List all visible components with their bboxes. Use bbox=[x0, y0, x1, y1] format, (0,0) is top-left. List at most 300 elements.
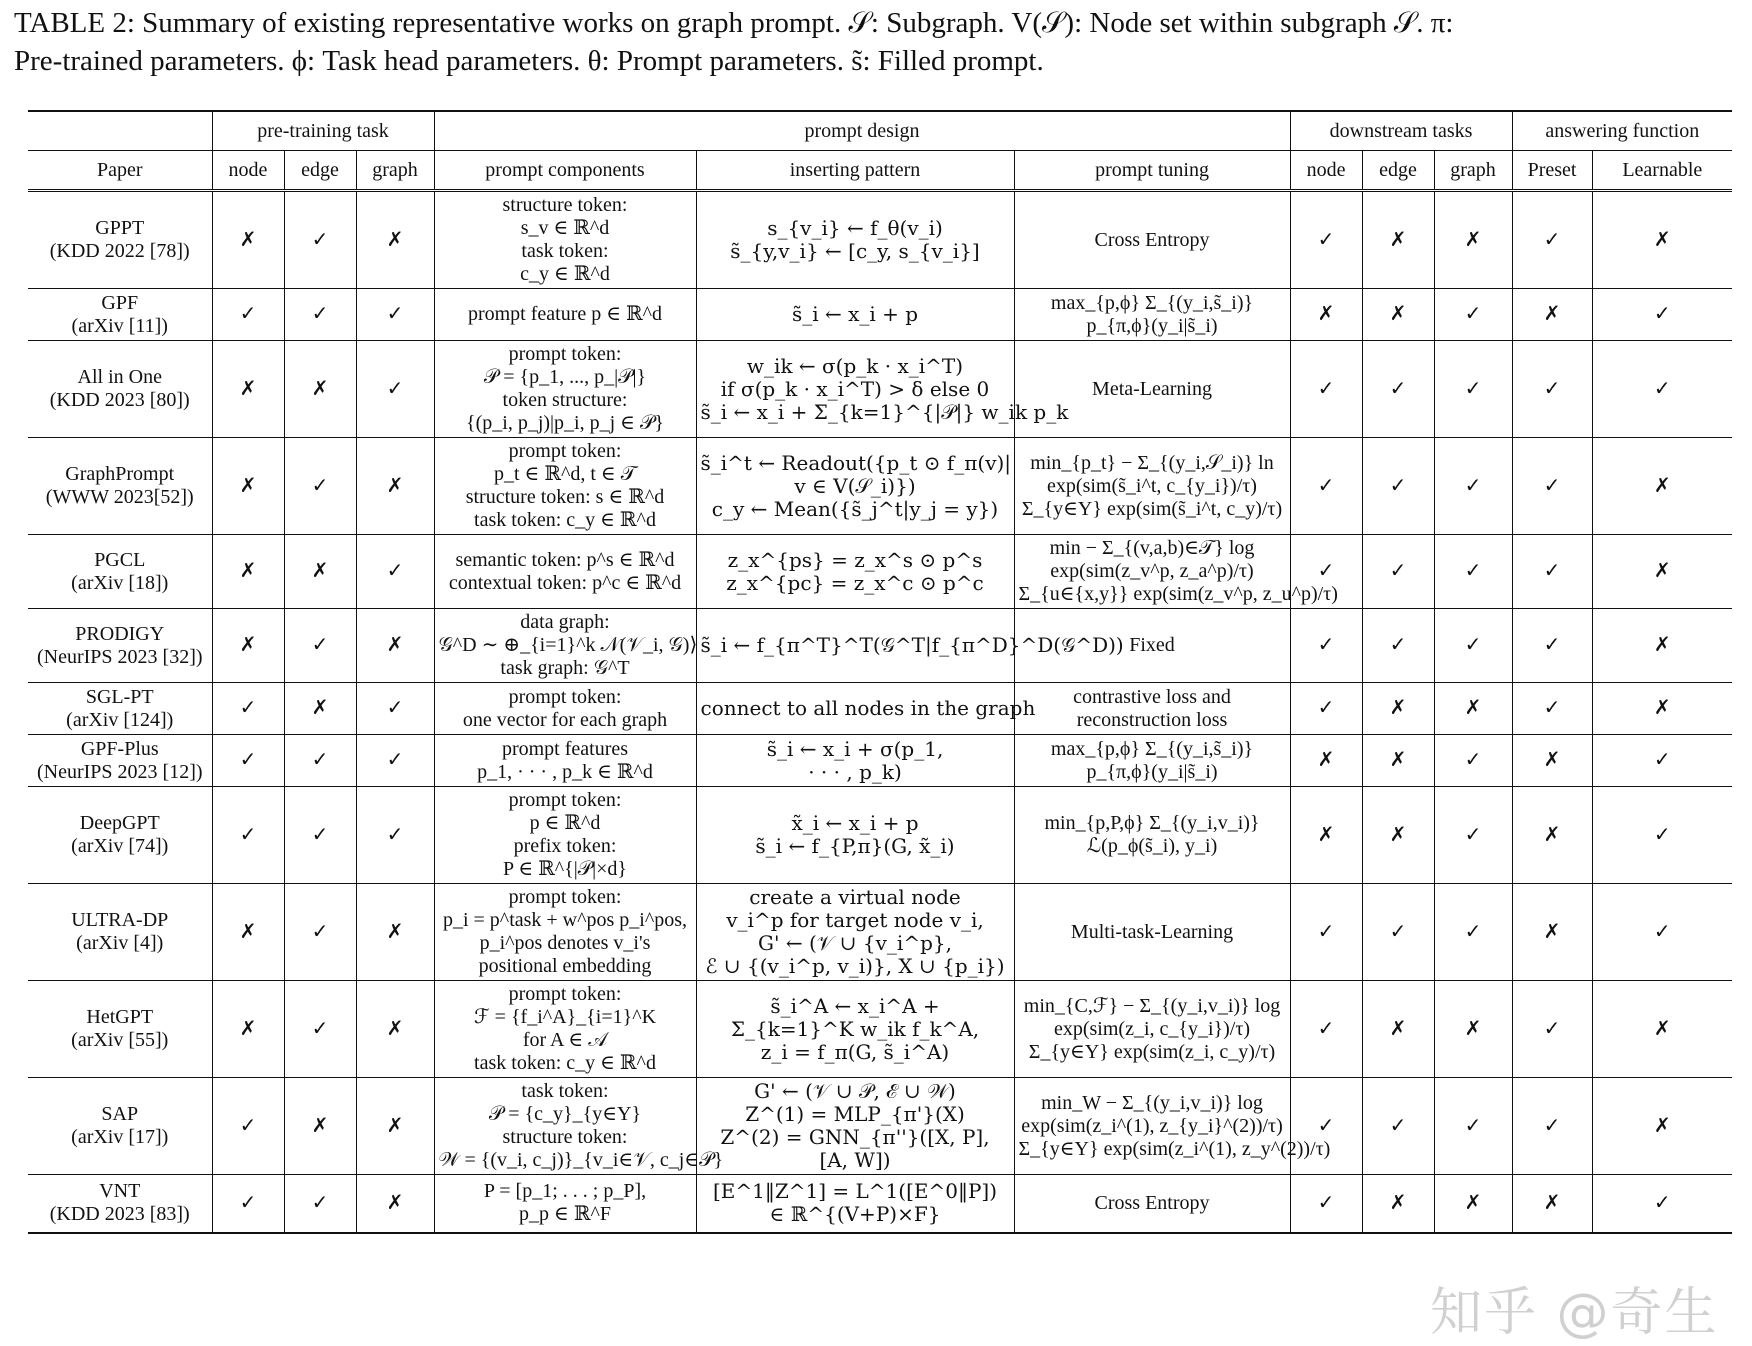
ds-edge-mark: ✗ bbox=[1362, 683, 1434, 735]
ds-node-mark: ✓ bbox=[1290, 884, 1362, 981]
table-row bbox=[28, 341, 1732, 438]
components-cell-line: prefix token: bbox=[513, 835, 617, 857]
inserting-cell bbox=[696, 981, 1014, 1078]
col-learnable: Learnable bbox=[1592, 151, 1732, 191]
tuning-cell-line: min − Σ_{(v,a,b)∈𝒯} log bbox=[1049, 537, 1255, 559]
components-cell-line: task token: c_y ∈ ℝ^d bbox=[474, 1052, 656, 1074]
col-tuning: prompt tuning bbox=[1014, 151, 1290, 191]
components-cell-line: 𝒫 = {c_y}_{y∈Y} bbox=[488, 1103, 642, 1125]
tuning-cell-line: ℒ(p_ϕ(s̃_i), y_i) bbox=[1086, 835, 1218, 857]
learnable-mark: ✗ bbox=[1592, 438, 1732, 535]
inserting-cell bbox=[696, 683, 1036, 735]
pt-edge-mark: ✓ bbox=[284, 609, 356, 683]
inserting-cell-line: G' ← (𝒱 ∪ {v_i^p}, bbox=[758, 931, 952, 955]
inserting-cell bbox=[696, 289, 1014, 341]
components-cell-line: task token: c_y ∈ ℝ^d bbox=[474, 509, 656, 531]
inserting-cell-line: s̃_i ← x_i + σ(p_1, bbox=[766, 736, 944, 761]
table-row bbox=[28, 884, 1732, 981]
inserting-cell-line: z_x^{pc} = z_x^c ⊙ p^c bbox=[726, 570, 984, 595]
ds-node-mark: ✗ bbox=[1290, 289, 1362, 341]
pt-edge-mark: ✓ bbox=[284, 735, 356, 787]
components-cell-line: p_i^pos denotes v_i's bbox=[479, 932, 651, 954]
tuning-cell-line: p_{π,ϕ}(y_i|s̃_i) bbox=[1086, 760, 1218, 783]
components-cell-line: prompt token: bbox=[508, 343, 622, 365]
paper-cell bbox=[28, 1078, 212, 1175]
components-cell-line: {(p_i, p_j)|p_i, p_j ∈ 𝒫} bbox=[466, 412, 664, 434]
components-cell-line: prompt token: bbox=[508, 440, 622, 462]
paper-cell-line: GraphPrompt bbox=[65, 463, 175, 485]
inserting-cell-line: if σ(p_k · x_i^T) > δ else 0 bbox=[720, 376, 990, 401]
pt-node-mark: ✗ bbox=[212, 535, 284, 609]
ds-graph-mark: ✓ bbox=[1434, 1078, 1512, 1175]
ds-node-mark: ✓ bbox=[1290, 438, 1362, 535]
pt-edge-mark: ✓ bbox=[284, 787, 356, 884]
components-cell bbox=[434, 884, 696, 981]
pt-node-mark: ✓ bbox=[212, 735, 284, 787]
pt-node-mark: ✗ bbox=[212, 191, 284, 289]
components-cell-line: 𝒫 = {p_1, ..., p_|𝒫|} bbox=[483, 366, 647, 388]
tuning-cell-line: exp(sim(z_i, c_{y_i})/τ) bbox=[1053, 1017, 1251, 1040]
ds-graph-mark: ✓ bbox=[1434, 609, 1512, 683]
preset-mark: ✗ bbox=[1512, 289, 1592, 341]
pt-edge-mark: ✓ bbox=[284, 289, 356, 341]
learnable-mark: ✗ bbox=[1592, 1078, 1732, 1175]
paper-cell-line: (arXiv [74]) bbox=[71, 835, 169, 857]
paper-cell-line: (NeurIPS 2023 [32]) bbox=[36, 645, 203, 668]
pt-node-mark: ✓ bbox=[212, 1078, 284, 1175]
tuning-cell bbox=[1014, 683, 1290, 735]
learnable-mark: ✗ bbox=[1592, 191, 1732, 289]
group-prompt-design: prompt design bbox=[434, 111, 1290, 151]
inserting-cell-line: z_x^{ps} = z_x^s ⊙ p^s bbox=[727, 547, 983, 572]
learnable-mark: ✓ bbox=[1592, 341, 1732, 438]
paper-cell bbox=[28, 884, 212, 981]
paper-cell bbox=[28, 535, 212, 609]
col-pt-edge: edge bbox=[284, 151, 356, 191]
table-row bbox=[28, 1175, 1732, 1233]
col-ds-node: node bbox=[1290, 151, 1362, 191]
ds-edge-mark: ✓ bbox=[1362, 438, 1434, 535]
components-cell-line: p_t ∈ ℝ^d, t ∈ 𝒯 bbox=[493, 463, 637, 485]
paper-cell-line: PGCL bbox=[94, 548, 146, 571]
inserting-cell-line: ℰ ∪ {(v_i^p, v_i)}, X ∪ {p_i}) bbox=[705, 954, 1005, 978]
tuning-cell-line: exp(sim(s̃_i^t, c_{y_i})/τ) bbox=[1047, 474, 1257, 497]
pt-node-mark: ✓ bbox=[212, 787, 284, 884]
learnable-mark: ✗ bbox=[1592, 535, 1732, 609]
inserting-cell-line: s_{v_i} ← f_θ(v_i) bbox=[767, 216, 943, 240]
ds-node-mark: ✓ bbox=[1290, 341, 1362, 438]
inserting-cell-line: ∈ ℝ^{(V+P)×F} bbox=[769, 1202, 941, 1227]
pt-graph-mark: ✓ bbox=[356, 535, 434, 609]
col-pt-graph: graph bbox=[356, 151, 434, 191]
components-cell-line: prompt feature p ∈ ℝ^d bbox=[467, 303, 663, 325]
components-cell-line: structure token: bbox=[502, 1126, 628, 1148]
pt-edge-mark: ✓ bbox=[284, 1175, 356, 1233]
ds-graph-mark: ✗ bbox=[1434, 191, 1512, 289]
paper-cell bbox=[28, 735, 212, 787]
preset-mark: ✗ bbox=[1512, 787, 1592, 884]
ds-graph-mark: ✓ bbox=[1434, 438, 1512, 535]
preset-mark: ✓ bbox=[1512, 609, 1592, 683]
summary-table bbox=[28, 110, 1732, 1234]
watermark: 知乎 @奇生 bbox=[1430, 1283, 1719, 1343]
paper-cell bbox=[28, 289, 212, 341]
table-row bbox=[28, 535, 1732, 609]
col-ds-edge: edge bbox=[1362, 151, 1434, 191]
ds-node-mark: ✓ bbox=[1290, 1175, 1362, 1233]
table-row bbox=[28, 289, 1732, 341]
paper-cell-line: All in One bbox=[77, 366, 162, 388]
paper-cell-line: (arXiv [55]) bbox=[71, 1029, 169, 1051]
ds-graph-mark: ✗ bbox=[1434, 1175, 1512, 1233]
paper-cell-line: (WWW 2023[52]) bbox=[45, 486, 194, 508]
inserting-cell-line: x̃_i ← x_i + p bbox=[791, 811, 919, 835]
col-pt-node: node bbox=[212, 151, 284, 191]
paper-cell-line: VNT bbox=[99, 1180, 141, 1203]
table-row bbox=[28, 787, 1732, 884]
ds-graph-mark: ✓ bbox=[1434, 787, 1512, 884]
tuning-cell bbox=[1014, 289, 1290, 341]
ds-edge-mark: ✓ bbox=[1362, 609, 1434, 683]
tuning-cell-line: Σ_{u∈{x,y}} exp(sim(z_v^p, z_u^p)/τ) bbox=[1018, 583, 1338, 605]
ds-edge-mark: ✗ bbox=[1362, 981, 1434, 1078]
table-row bbox=[28, 438, 1732, 535]
ds-edge-mark: ✗ bbox=[1362, 191, 1434, 289]
components-cell-line: task token: bbox=[521, 240, 609, 262]
table-row bbox=[28, 735, 1732, 787]
pt-node-mark: ✗ bbox=[212, 981, 284, 1078]
tuning-cell-line: Fixed bbox=[1129, 634, 1175, 656]
paper-cell-line: (arXiv [11]) bbox=[71, 314, 168, 337]
preset-mark: ✓ bbox=[1512, 438, 1592, 535]
paper-cell bbox=[28, 981, 212, 1078]
components-cell-line: p_1, · · · , p_k ∈ ℝ^d bbox=[477, 760, 653, 783]
components-cell bbox=[434, 787, 696, 884]
paper-cell-line: ULTRA-DP bbox=[71, 909, 169, 931]
components-cell bbox=[434, 438, 696, 535]
components-cell-line: prompt token: bbox=[508, 685, 622, 708]
ds-node-mark: ✓ bbox=[1290, 1078, 1362, 1175]
ds-edge-mark: ✓ bbox=[1362, 535, 1434, 609]
inserting-cell bbox=[696, 535, 1014, 609]
components-cell bbox=[434, 609, 696, 683]
ds-edge-mark: ✗ bbox=[1362, 289, 1434, 341]
components-cell bbox=[434, 735, 696, 787]
pt-edge-mark: ✗ bbox=[284, 683, 356, 735]
paper-cell-line: GPF bbox=[101, 291, 139, 314]
table-row bbox=[28, 609, 1732, 683]
col-paper: Paper bbox=[28, 151, 212, 191]
pt-graph-mark: ✗ bbox=[356, 191, 434, 289]
pt-graph-mark: ✓ bbox=[356, 787, 434, 884]
components-cell bbox=[434, 683, 696, 735]
tuning-cell-line: p_{π,ϕ}(y_i|s̃_i) bbox=[1086, 314, 1218, 337]
inserting-cell-line: · · · , p_k) bbox=[808, 759, 902, 784]
components-cell-line: p_i = p^task + w^pos p_i^pos, bbox=[442, 909, 688, 931]
components-cell-line: task token: bbox=[521, 1080, 609, 1102]
components-cell-line: prompt token: bbox=[508, 983, 622, 1005]
components-cell-line: s_v ∈ ℝ^d bbox=[520, 217, 610, 239]
tuning-cell bbox=[1014, 787, 1290, 884]
paper-cell-line: (KDD 2023 [80]) bbox=[49, 389, 190, 411]
components-cell-line: structure token: s ∈ ℝ^d bbox=[465, 486, 665, 508]
inserting-cell bbox=[696, 341, 1069, 438]
paper-cell-line: GPF-Plus bbox=[80, 737, 159, 760]
ds-edge-mark: ✗ bbox=[1362, 735, 1434, 787]
ds-node-mark: ✗ bbox=[1290, 787, 1362, 884]
col-ds-graph: graph bbox=[1434, 151, 1512, 191]
pt-graph-mark: ✗ bbox=[356, 1175, 434, 1233]
pt-edge-mark: ✗ bbox=[284, 535, 356, 609]
pt-graph-mark: ✓ bbox=[356, 289, 434, 341]
learnable-mark: ✓ bbox=[1592, 735, 1732, 787]
inserting-cell-line: z_i = f_π(G, s̃_i^A) bbox=[760, 1039, 950, 1064]
tuning-cell-line: min_{p,P,ϕ} Σ_{(y_i,v_i)} bbox=[1044, 812, 1260, 834]
ds-node-mark: ✗ bbox=[1290, 735, 1362, 787]
table-row bbox=[28, 683, 1732, 735]
inserting-cell-line: s̃_i ← f_{P,π}(G, x̃_i) bbox=[755, 834, 955, 858]
components-cell-line: P = [p_1; . . . ; p_P], bbox=[483, 1180, 647, 1203]
components-cell-line: P ∈ ℝ^{|𝒫|×d} bbox=[502, 858, 628, 880]
components-cell-line: p_p ∈ ℝ^F bbox=[519, 1203, 611, 1226]
pt-graph-mark: ✗ bbox=[356, 609, 434, 683]
paper-cell bbox=[28, 341, 212, 438]
components-cell-line: one vector for each graph bbox=[462, 708, 668, 731]
inserting-cell-line: G' ← (𝒱 ∪ 𝒫, ℰ ∪ 𝒲) bbox=[754, 1079, 956, 1103]
paper-cell-line: (arXiv [17]) bbox=[71, 1126, 169, 1148]
paper-cell-line: (NeurIPS 2023 [12]) bbox=[36, 760, 203, 783]
tuning-cell-line: Meta-Learning bbox=[1092, 377, 1212, 400]
inserting-cell bbox=[696, 1175, 1014, 1233]
ds-graph-mark: ✓ bbox=[1434, 535, 1512, 609]
preset-mark: ✗ bbox=[1512, 735, 1592, 787]
pt-edge-mark: ✓ bbox=[284, 191, 356, 289]
learnable-mark: ✗ bbox=[1592, 683, 1732, 735]
pt-edge-mark: ✓ bbox=[284, 884, 356, 981]
tuning-cell-line: min_{p_t} − Σ_{(y_i,𝒮_i)} ln bbox=[1030, 451, 1274, 474]
tuning-cell-line: max_{p,ϕ} Σ_{(y_i,s̃_i)} bbox=[1050, 737, 1254, 760]
components-cell-line: positional embedding bbox=[478, 955, 652, 977]
pt-graph-mark: ✗ bbox=[356, 1078, 434, 1175]
components-cell-line: token structure: bbox=[502, 389, 628, 411]
inserting-cell-line: [A, W]) bbox=[819, 1148, 891, 1172]
tuning-cell-line: Cross Entropy bbox=[1094, 228, 1210, 251]
inserting-cell bbox=[696, 1078, 1014, 1175]
ds-node-mark: ✓ bbox=[1290, 981, 1362, 1078]
inserting-cell bbox=[696, 438, 1014, 535]
paper-cell-line: GPPT bbox=[95, 217, 145, 239]
inserting-cell bbox=[696, 735, 1014, 787]
col-preset: Preset bbox=[1512, 151, 1592, 191]
inserting-cell bbox=[696, 787, 1014, 884]
components-cell bbox=[434, 535, 696, 609]
col-components: prompt components bbox=[434, 151, 696, 191]
components-cell-line: p ∈ ℝ^d bbox=[529, 812, 601, 834]
inserting-cell-line: s̃_i ← f_{π^T}^T(𝒢^T|f_{π^D}^D(𝒢^D)) bbox=[700, 633, 1124, 657]
learnable-mark: ✗ bbox=[1592, 981, 1732, 1078]
paper-cell-line: SGL-PT bbox=[85, 685, 154, 708]
paper-cell bbox=[28, 1175, 212, 1233]
paper-cell-line: (arXiv [18]) bbox=[71, 571, 169, 594]
learnable-mark: ✓ bbox=[1592, 787, 1732, 884]
pt-node-mark: ✗ bbox=[212, 438, 284, 535]
paper-cell bbox=[28, 787, 212, 884]
group-pretraining: pre-training task bbox=[212, 111, 434, 151]
pt-graph-mark: ✗ bbox=[356, 884, 434, 981]
tuning-cell-line: Σ_{y∈Y} exp(sim(s̃_i^t, c_y)/τ) bbox=[1021, 497, 1283, 520]
components-cell-line: task graph: 𝒢^T bbox=[500, 657, 630, 679]
ds-edge-mark: ✓ bbox=[1362, 884, 1434, 981]
tuning-cell-line: Σ_{y∈Y} exp(sim(z_i^(1), z_y^(2))/τ) bbox=[1018, 1137, 1331, 1160]
inserting-cell-line: c_y ← Mean({s̃_j^t|y_j = y}) bbox=[711, 496, 999, 521]
tuning-cell-line: exp(sim(z_v^p, z_a^p)/τ) bbox=[1050, 560, 1254, 582]
components-cell bbox=[434, 981, 696, 1078]
paper-cell-line: (arXiv [4]) bbox=[76, 932, 164, 954]
pt-edge-mark: ✗ bbox=[284, 341, 356, 438]
tuning-cell bbox=[1014, 191, 1290, 289]
components-cell bbox=[434, 1078, 724, 1175]
pt-edge-mark: ✓ bbox=[284, 981, 356, 1078]
ds-edge-mark: ✓ bbox=[1362, 1078, 1434, 1175]
inserting-cell-line: v ∈ V(𝒮_i)}) bbox=[794, 473, 916, 498]
inserting-cell-line: w_ik ← σ(p_k · x_i^T) bbox=[746, 353, 964, 378]
components-cell-line: for A ∈ 𝒜 bbox=[522, 1029, 608, 1051]
caption-line-2: Pre-trained parameters. ϕ: Task head parameters. θ: Prompt parameters. s̃: Filled prompt. bbox=[14, 45, 1044, 77]
learnable-mark: ✗ bbox=[1592, 609, 1732, 683]
components-cell-line: structure token: bbox=[502, 194, 628, 216]
table-row bbox=[28, 981, 1732, 1078]
pt-graph-mark: ✗ bbox=[356, 438, 434, 535]
table-body bbox=[28, 191, 1732, 1233]
pt-graph-mark: ✗ bbox=[356, 981, 434, 1078]
tuning-cell bbox=[1014, 1078, 1331, 1175]
tuning-cell-line: reconstruction loss bbox=[1076, 708, 1228, 731]
components-cell bbox=[434, 289, 696, 341]
components-cell-line: 𝒢^D ∼ ⊕_{i=1}^k 𝒩(𝒱_i, 𝒢)⟩ bbox=[438, 634, 698, 656]
learnable-mark: ✓ bbox=[1592, 1175, 1732, 1233]
inserting-cell-line: s̃_i^A ← x_i^A + bbox=[770, 993, 940, 1018]
tuning-cell bbox=[1014, 735, 1290, 787]
components-cell bbox=[434, 341, 696, 438]
inserting-cell-line: s̃_i ← x_i + Σ_{k=1}^{|𝒫|} w_ik p_k bbox=[700, 399, 1069, 424]
tuning-cell bbox=[1014, 438, 1290, 535]
ds-graph-mark: ✓ bbox=[1434, 341, 1512, 438]
tuning-cell-line: contrastive loss and bbox=[1073, 685, 1231, 708]
paper-cell bbox=[28, 683, 212, 735]
ds-graph-mark: ✓ bbox=[1434, 289, 1512, 341]
preset-mark: ✓ bbox=[1512, 683, 1592, 735]
components-cell-line: ℱ = {f_i^A}_{i=1}^K bbox=[473, 1006, 657, 1028]
preset-mark: ✓ bbox=[1512, 341, 1592, 438]
tuning-cell-line: min_{C,ℱ} − Σ_{(y_i,v_i)} log bbox=[1023, 994, 1281, 1017]
tuning-cell-line: Cross Entropy bbox=[1094, 1191, 1210, 1214]
ds-graph-mark: ✗ bbox=[1434, 683, 1512, 735]
inserting-cell-line: connect to all nodes in the graph bbox=[700, 696, 1036, 720]
components-cell-line: semantic token: p^s ∈ ℝ^d bbox=[455, 548, 675, 571]
inserting-cell-line: Z^(2) = GNN_{π''}([X, P], bbox=[720, 1125, 990, 1149]
pt-node-mark: ✗ bbox=[212, 884, 284, 981]
paper-cell-line: SAP bbox=[101, 1103, 139, 1125]
ds-edge-mark: ✗ bbox=[1362, 1175, 1434, 1233]
preset-mark: ✓ bbox=[1512, 1078, 1592, 1175]
paper-cell-line: (KDD 2022 [78]) bbox=[49, 240, 190, 262]
inserting-cell-line: s̃_i^t ← Readout({p_t ⊙ f_π(v)| bbox=[700, 450, 1012, 475]
inserting-cell bbox=[696, 191, 1014, 289]
paper-cell-line: (KDD 2023 [83]) bbox=[49, 1203, 190, 1226]
ds-graph-mark: ✓ bbox=[1434, 735, 1512, 787]
header-column-row bbox=[28, 151, 1732, 191]
components-cell bbox=[434, 191, 696, 289]
inserting-cell-line: Σ_{k=1}^K w_ik f_k^A, bbox=[730, 1016, 980, 1041]
inserting-cell-line: [E^1‖Z^1] = L^1([E^0‖P]) bbox=[712, 1179, 998, 1204]
components-cell-line: prompt features bbox=[501, 737, 629, 760]
caption-line-1: TABLE 2: Summary of existing representative works on graph prompt. 𝒮: Subgraph. V(𝒮): Node set within subgraph 𝒮. π: bbox=[14, 7, 1454, 39]
ds-node-mark: ✓ bbox=[1290, 683, 1362, 735]
tuning-cell bbox=[1014, 535, 1338, 609]
inserting-cell-line: s̃_{y,v_i} ← [c_y, s_{v_i}] bbox=[730, 239, 980, 263]
table-row bbox=[28, 1078, 1732, 1175]
pt-graph-mark: ✓ bbox=[356, 341, 434, 438]
ds-edge-mark: ✓ bbox=[1362, 341, 1434, 438]
tuning-cell bbox=[1014, 981, 1290, 1078]
tuning-cell bbox=[1014, 884, 1290, 981]
tuning-cell-line: Multi-task-Learning bbox=[1070, 920, 1234, 943]
inserting-cell-line: s̃_i ← x_i + p bbox=[791, 302, 919, 326]
pt-edge-mark: ✓ bbox=[284, 438, 356, 535]
components-cell-line: c_y ∈ ℝ^d bbox=[520, 263, 610, 285]
tuning-cell-line: max_{p,ϕ} Σ_{(y_i,s̃_i)} bbox=[1050, 291, 1254, 314]
preset-mark: ✓ bbox=[1512, 535, 1592, 609]
components-cell bbox=[434, 1175, 696, 1233]
pt-graph-mark: ✓ bbox=[356, 735, 434, 787]
components-cell-line: prompt token: bbox=[508, 789, 622, 811]
table-row bbox=[28, 191, 1732, 289]
paper-cell-line: (arXiv [124]) bbox=[66, 708, 174, 731]
pt-node-mark: ✗ bbox=[212, 341, 284, 438]
pt-node-mark: ✗ bbox=[212, 609, 284, 683]
table-caption bbox=[14, 4, 1740, 80]
pt-graph-mark: ✓ bbox=[356, 683, 434, 735]
components-cell-line: contextual token: p^c ∈ ℝ^d bbox=[448, 571, 682, 594]
components-cell-line: prompt token: bbox=[508, 886, 622, 908]
paper-cell bbox=[28, 191, 212, 289]
pt-node-mark: ✓ bbox=[212, 1175, 284, 1233]
preset-mark: ✓ bbox=[1512, 981, 1592, 1078]
ds-graph-mark: ✓ bbox=[1434, 884, 1512, 981]
group-downstream: downstream tasks bbox=[1290, 111, 1512, 151]
group-answering: answering function bbox=[1512, 111, 1732, 151]
ds-node-mark: ✓ bbox=[1290, 191, 1362, 289]
ds-node-mark: ✓ bbox=[1290, 609, 1362, 683]
header-group-row bbox=[28, 111, 1732, 151]
learnable-mark: ✓ bbox=[1592, 884, 1732, 981]
tuning-cell-line: min_W − Σ_{(y_i,v_i)} log bbox=[1041, 1091, 1263, 1114]
tuning-cell-line: Σ_{y∈Y} exp(sim(z_i, c_y)/τ) bbox=[1028, 1040, 1276, 1063]
pt-edge-mark: ✗ bbox=[284, 1078, 356, 1175]
preset-mark: ✗ bbox=[1512, 1175, 1592, 1233]
ds-edge-mark: ✗ bbox=[1362, 787, 1434, 884]
paper-cell bbox=[28, 609, 212, 683]
learnable-mark: ✓ bbox=[1592, 289, 1732, 341]
ds-graph-mark: ✗ bbox=[1434, 981, 1512, 1078]
pt-node-mark: ✓ bbox=[212, 289, 284, 341]
paper-cell-line: DeepGPT bbox=[79, 812, 160, 834]
components-cell-line: 𝒲 = {(v_i, c_j)}_{v_i∈𝒱, c_j∈𝒫} bbox=[438, 1149, 724, 1171]
components-cell-line: data graph: bbox=[520, 611, 610, 633]
inserting-cell bbox=[696, 884, 1014, 981]
col-inserting: inserting pattern bbox=[696, 151, 1014, 191]
inserting-cell-line: Z^(1) = MLP_{π'}(X) bbox=[745, 1102, 965, 1126]
